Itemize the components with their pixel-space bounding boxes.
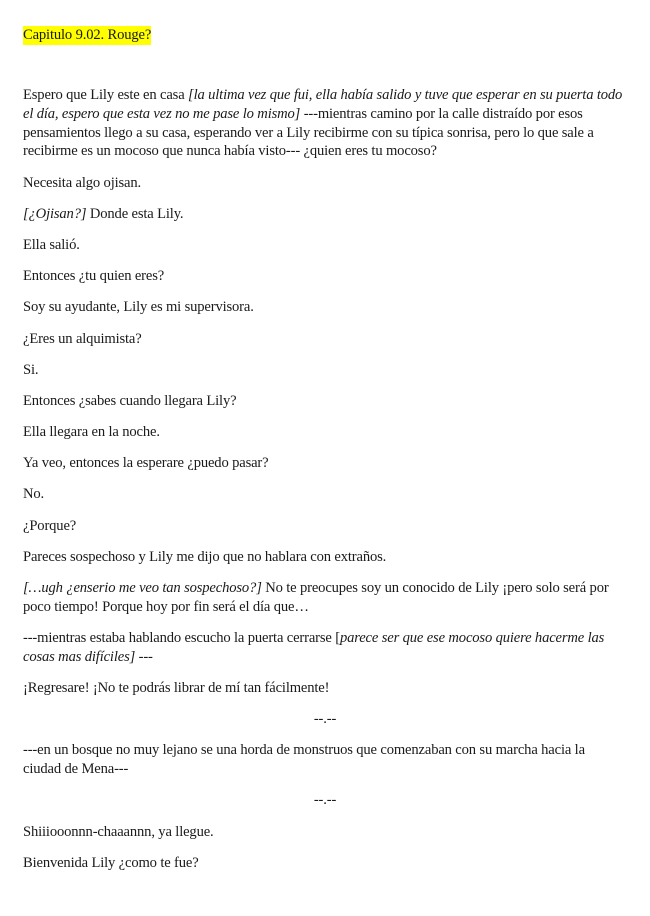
chapter-title-text: Capitulo 9.02. Rouge? xyxy=(23,27,152,43)
text-run: --.-- xyxy=(313,792,337,809)
italic-text: [la ultima vez que fui, ella había salido y tuve que esperar en su puerta todo el día, espero que esta vez no me pase lo mismo] xyxy=(23,87,623,122)
text-run: ---mientras estaba hablando escucho la puerta cerrarse [ xyxy=(23,630,340,646)
text-run: ¡Regresare! ¡No te podrás librar de mí tan fácilmente! xyxy=(23,679,330,696)
document-body xyxy=(23,86,623,873)
text-run: Pareces sospechoso y Lily me dijo que no hablara con extraños. xyxy=(23,548,387,565)
section-separator xyxy=(23,791,623,810)
text-run: No. xyxy=(23,486,45,503)
text-run: Shiiiooonnn-chaaannn, ya llegue. xyxy=(23,823,214,840)
paragraph xyxy=(23,679,623,698)
paragraph xyxy=(23,361,623,380)
paragraph xyxy=(23,629,623,667)
paragraph xyxy=(23,579,623,617)
paragraph xyxy=(23,548,623,567)
text-run: Entonces ¿tu quien eres? xyxy=(23,268,165,285)
paragraph xyxy=(23,205,623,224)
text-run: ¿Eres un alquimista? xyxy=(23,330,142,347)
section-separator xyxy=(23,710,623,729)
paragraph xyxy=(23,392,623,411)
text-run: Ella salió. xyxy=(23,236,80,253)
chapter-title xyxy=(23,26,623,44)
italic-text: parece ser que ese mocoso quiere hacerme las cosas mas difíciles] xyxy=(23,630,605,665)
text-run: Ya veo, entonces la esperare ¿puedo pasar? xyxy=(23,455,269,472)
text-run: Necesita algo ojisan. xyxy=(23,174,142,191)
paragraph xyxy=(23,86,623,161)
italic-text: […ugh ¿enserio me veo tan sospechoso?] xyxy=(23,580,262,597)
paragraph xyxy=(23,485,623,504)
italic-text: [¿Ojisan?] xyxy=(23,205,87,222)
paragraph xyxy=(23,298,623,317)
paragraph xyxy=(23,330,623,349)
text-run: Ella llegara en la noche. xyxy=(23,424,160,441)
text-run: ---en un bosque no muy lejano se una horda de monstruos que comenzaban con su marcha hacia la ciudad de Mena--- xyxy=(23,742,585,778)
text-run: Soy su ayudante, Lily es mi supervisora. xyxy=(23,299,254,316)
text-run: Si. xyxy=(23,361,39,378)
paragraph xyxy=(23,267,623,286)
text-run: --- xyxy=(135,648,153,665)
paragraph xyxy=(23,454,623,473)
paragraph xyxy=(23,854,623,873)
text-run: ¿Porque? xyxy=(23,517,77,534)
text-run: Entonces ¿sabes cuando llegara Lily? xyxy=(23,392,237,409)
text-run: No te preocupes soy un conocido de Lily ¡pero solo será por poco tiempo! Porque hoy por fin será el día que… xyxy=(23,580,609,615)
text-run: Bienvenida Lily ¿como te fue? xyxy=(23,854,199,871)
paragraph xyxy=(23,174,623,193)
text-run: Espero que Lily este en casa xyxy=(23,87,189,103)
text-run: ---mientras camino por la calle distraído por esos pensamientos llego a su casa, esperando ver a Lily recibirme con su típica sonrisa, pero lo que sale a recibirme es un mocoso que nunca había visto--- ¿quien eres tu mocoso? xyxy=(23,105,594,160)
document-page xyxy=(23,26,623,885)
paragraph xyxy=(23,741,623,779)
paragraph xyxy=(23,823,623,842)
paragraph xyxy=(23,423,623,442)
text-run: Donde esta Lily. xyxy=(86,205,184,222)
paragraph xyxy=(23,236,623,255)
text-run: --.-- xyxy=(313,711,337,728)
paragraph xyxy=(23,517,623,536)
